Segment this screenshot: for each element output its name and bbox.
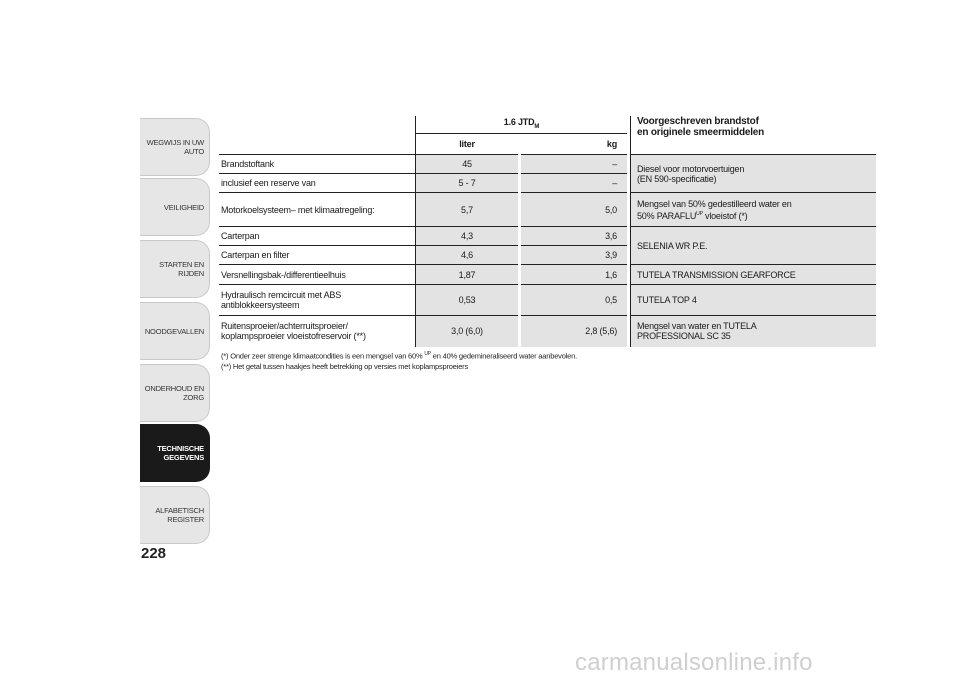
product-text: vloeistof (*) <box>702 210 748 221</box>
row-label-line: Hydraulisch remcircuit met ABS <box>221 290 342 300</box>
tab-noodgevallen[interactable] <box>140 302 210 360</box>
tab-veiligheid[interactable] <box>140 178 210 236</box>
row-kg: 3,9 <box>521 246 627 265</box>
product-line: Diesel voor motorvoertuigen <box>637 163 745 174</box>
products-header-line1: Voorgeschreven brandstof <box>637 116 759 127</box>
product-washer <box>631 316 877 347</box>
row-kg: – <box>521 155 627 174</box>
engine-name: 1.6 JTD <box>503 117 535 128</box>
product-oil: SELENIA WR P.E. <box>631 227 877 265</box>
row-label: Motorkoelsysteem– met klimaatregeling: <box>219 193 416 227</box>
page-number: 228 <box>141 545 167 562</box>
row-liter: 45 <box>416 155 519 174</box>
capacities-table <box>219 116 876 347</box>
product-gearbox: TUTELA TRANSMISSION GEARFORCE <box>631 265 877 285</box>
empty-cell <box>219 134 416 155</box>
row-label-line: Ruitensproeier/achterruitsproeier/ <box>221 321 348 332</box>
product-line: (EN 590-specificatie) <box>637 173 717 184</box>
product-brake: TUTELA TOP 4 <box>631 285 877 316</box>
row-liter: 5 - 7 <box>416 174 519 193</box>
row-kg: 2,8 (5,6) <box>521 316 627 347</box>
tab-label: VEILIGHEID <box>163 202 204 212</box>
tab-label: STARTEN EN RIJDEN <box>159 260 204 278</box>
row-label-line: koplampsproeier vloeistofreservoir (**) <box>221 331 366 342</box>
row-liter: 4,3 <box>416 227 519 246</box>
product-line: Mengsel van 50% gedestilleerd water en <box>637 198 792 209</box>
product-sup: UP <box>696 210 703 217</box>
tab-onderhoud[interactable] <box>140 364 210 422</box>
row-label: Versnellingsbak-/differentieelhuis <box>219 265 416 285</box>
row-label: Brandstoftank <box>219 155 416 174</box>
tab-label: ONDERHOUD EN ZORG <box>144 384 204 402</box>
products-header <box>631 116 877 155</box>
gap <box>627 246 631 265</box>
empty-cell <box>219 116 416 134</box>
row-kg: – <box>521 174 627 193</box>
tab-label: WEGWIJS IN UW AUTO <box>146 138 204 156</box>
row-label-line: antiblokkeersysteem <box>221 300 300 310</box>
row-label: inclusief een reserve van <box>219 174 416 193</box>
row-label: Carterpan en filter <box>219 246 416 265</box>
row-liter: 1,87 <box>416 265 519 285</box>
tab-label: ALFABETISCH REGISTER <box>155 506 204 524</box>
gap <box>627 134 631 155</box>
product-line: PROFESSIONAL SC 35 <box>637 331 731 342</box>
col-kg: kg <box>521 134 627 155</box>
tab-starten[interactable] <box>140 240 210 298</box>
product-text: 50% PARAFLU <box>637 210 697 221</box>
footnote-1 <box>221 349 577 362</box>
product-line <box>637 209 872 221</box>
tab-wegwijs[interactable] <box>140 118 210 176</box>
row-label <box>219 285 416 316</box>
row-kg: 5,0 <box>521 193 627 227</box>
footnote-text: en 40% gedemineraliseerd water aanbevolen. <box>430 351 577 361</box>
engine-header <box>416 116 628 134</box>
tab-label: NOODGEVALLEN <box>144 326 204 336</box>
row-liter: 3,0 (6,0) <box>416 316 519 347</box>
footnote-2: (**) Het getal tussen haakjes heeft betrekking op versies met koplampsproeiers <box>221 361 469 371</box>
col-liter: liter <box>416 134 519 155</box>
watermark: carmanualsonline.info <box>575 649 813 676</box>
row-kg: 3,6 <box>521 227 627 246</box>
row-liter: 4,6 <box>416 246 519 265</box>
product-diesel <box>631 155 877 193</box>
row-label: Carterpan <box>219 227 416 246</box>
tab-alfabetisch[interactable] <box>140 486 210 544</box>
engine-sub: M <box>534 123 540 130</box>
footnotes <box>221 349 577 372</box>
product-line: Mengsel van water en TUTELA <box>637 321 757 332</box>
row-liter: 5,7 <box>416 193 519 227</box>
tab-technische-gegevens[interactable] <box>140 424 210 482</box>
tab-label: TECHNISCHE GEGEVENS <box>157 444 204 462</box>
product-coolant <box>631 193 877 227</box>
row-label <box>219 316 416 347</box>
gap <box>627 174 631 193</box>
footnote-text: (*) Onder zeer strenge klimaatcondities is een mengsel van 60% <box>221 351 425 361</box>
row-liter: 0,53 <box>416 285 519 316</box>
row-kg: 0,5 <box>521 285 627 316</box>
footnote-sup: UP <box>424 351 431 357</box>
products-header-line2: en originele smeermiddelen <box>637 127 765 138</box>
row-kg: 1,6 <box>521 265 627 285</box>
